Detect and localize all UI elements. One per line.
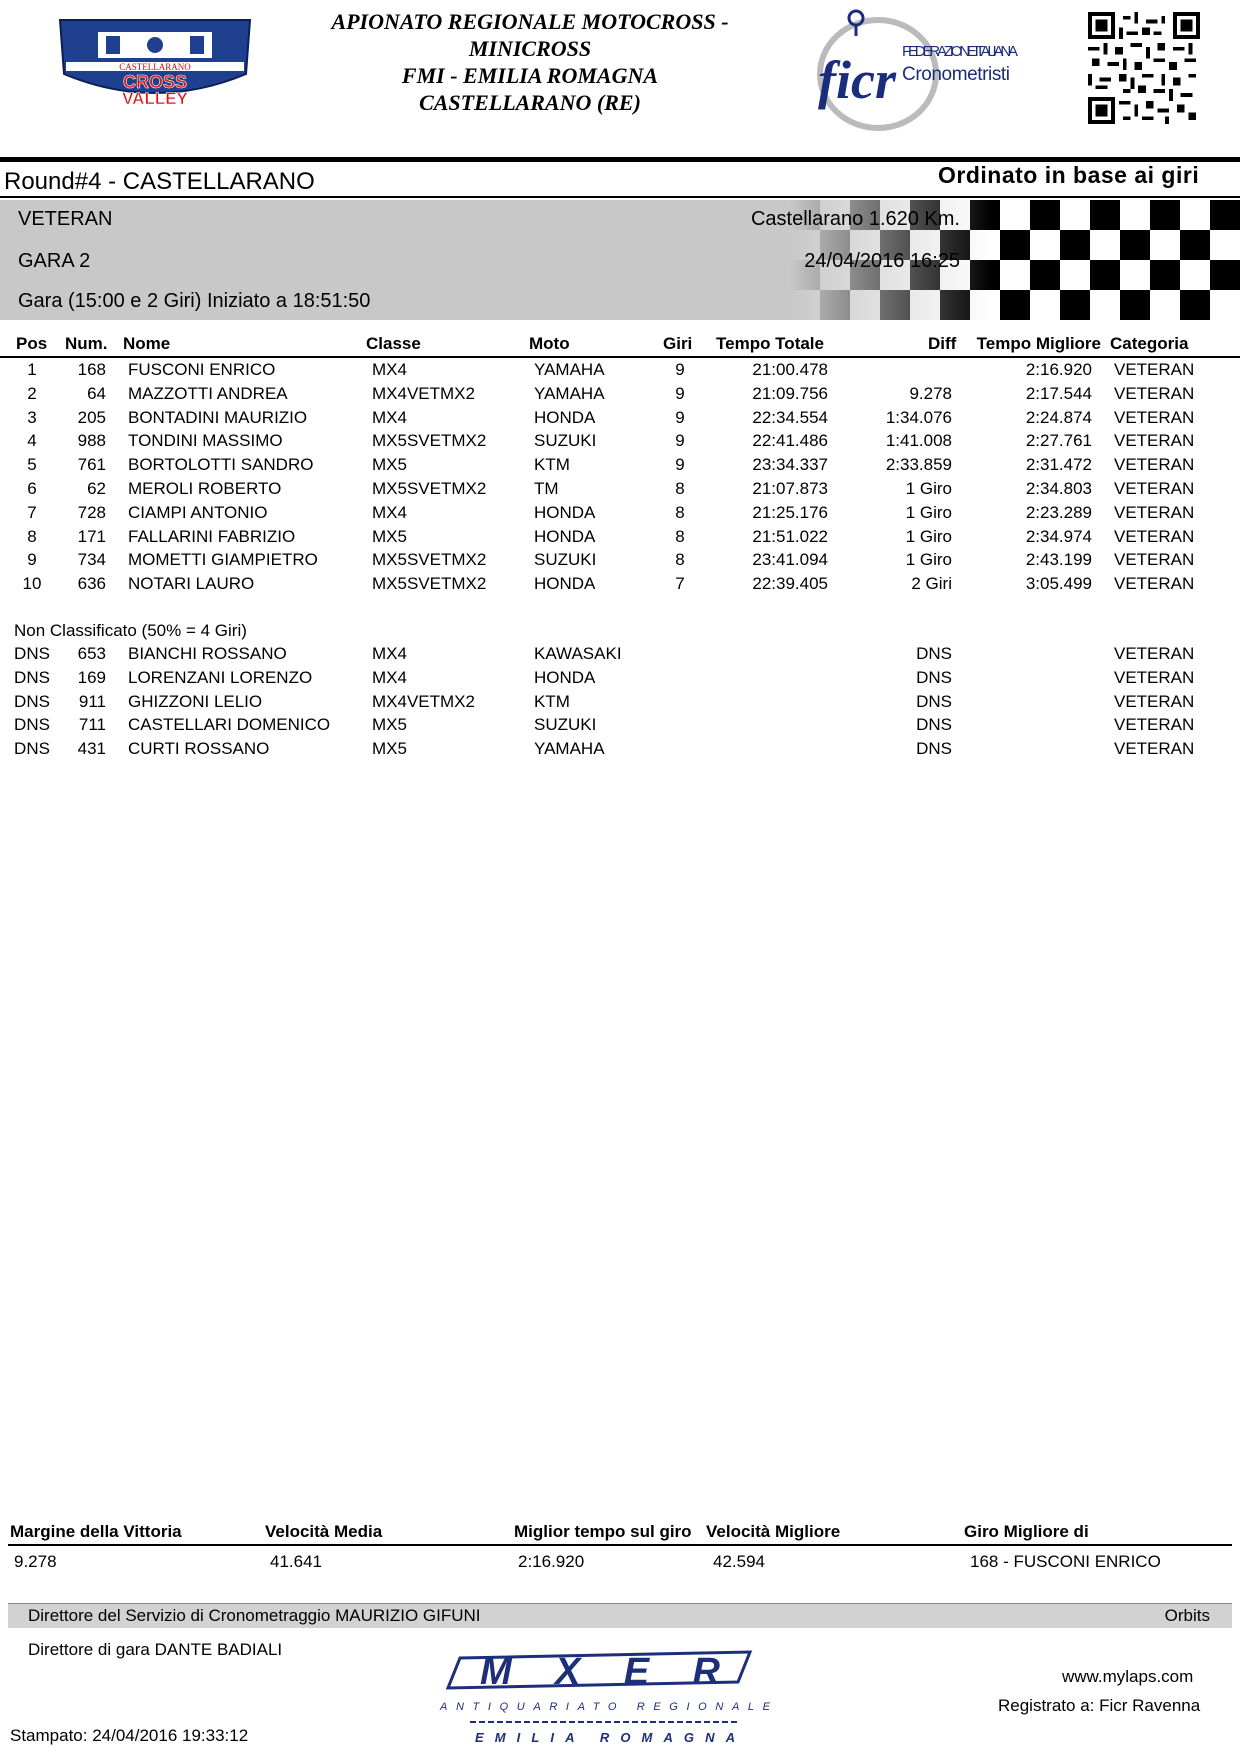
class-cell: MX4 <box>372 407 407 427</box>
laps-cell: 9 <box>675 455 685 475</box>
svg-text:CASTELLARANO: CASTELLARANO <box>119 62 191 72</box>
footer-rule <box>8 1603 1232 1604</box>
moto-cell: SUZUKI <box>534 715 597 735</box>
pos-cell: 9 <box>27 550 37 570</box>
non-classified-row <box>0 692 1240 716</box>
pos-cell: 4 <box>27 431 37 451</box>
total-time-cell: 21:00.478 <box>752 360 828 379</box>
moto-cell: SUZUKI <box>534 431 597 451</box>
name-cell: NOTARI LAURO <box>128 574 255 594</box>
pos-cell: DNS <box>14 691 50 711</box>
footer-band <box>8 1604 1232 1628</box>
diff-cell: 1:34.076 <box>885 407 952 427</box>
best-lap-by-value: 168 - FUSCONI ENRICO <box>970 1552 1161 1571</box>
moto-cell: HONDA <box>534 407 596 427</box>
non-classified-row <box>0 668 1240 692</box>
class-cell: MX4VETMX2 <box>372 383 475 403</box>
best-lap-cell: 2:34.974 <box>1025 526 1092 546</box>
diff-cell: 1 Giro <box>905 550 952 570</box>
col-header-migliore: Tempo Migliore <box>976 334 1101 353</box>
pos-cell: DNS <box>14 644 50 663</box>
moto-cell: KTM <box>534 691 570 711</box>
avg-speed-label: Velocità Media <box>265 1522 383 1541</box>
class-cell: MX5 <box>372 739 407 759</box>
diff-cell: 2:33.859 <box>885 455 952 475</box>
laps-cell: 8 <box>675 526 685 546</box>
num-cell: 734 <box>77 550 106 570</box>
moto-cell: YAMAHA <box>534 360 605 379</box>
diff-cell: 1 Giro <box>905 502 952 522</box>
table-row <box>0 408 1240 432</box>
mylaps-url: www.mylaps.com <box>1062 1667 1194 1686</box>
svg-text:ANTIQUARIATO REGIONALE: ANTIQUARIATO REGIONALE <box>440 1701 770 1713</box>
best-lap-label: Miglior tempo sul giro <box>514 1522 692 1541</box>
laps-cell: 8 <box>675 479 685 498</box>
svg-text:Cronometristi: Cronometristi <box>902 64 1010 85</box>
summary-rule <box>8 1544 1232 1546</box>
total-time-cell: 21:25.176 <box>752 502 828 522</box>
class-cell: MX4VETMX2 <box>372 691 475 711</box>
best-lap-cell: 2:16.920 <box>1025 360 1092 379</box>
category-cell: VETERAN <box>1114 383 1195 403</box>
total-time-cell: 21:09.756 <box>752 383 828 403</box>
category-cell: VETERAN <box>1114 526 1195 546</box>
name-cell: CURTI ROSSANO <box>128 739 270 759</box>
category-cell: VETERAN <box>1114 667 1195 687</box>
class-cell: MX5SVETMX2 <box>372 550 487 570</box>
diff-cell: 1 Giro <box>905 479 952 498</box>
best-speed-label: Velocità Migliore <box>706 1522 841 1541</box>
non-classified-row <box>0 715 1240 739</box>
category-cell: VETERAN <box>1114 431 1195 451</box>
total-time-cell: 21:51.022 <box>752 526 828 546</box>
laps-cell: 9 <box>675 407 685 427</box>
class-cell: MX4 <box>372 667 407 687</box>
mxer-logo <box>420 1638 790 1748</box>
name-cell: MEROLI ROBERTO <box>128 479 282 498</box>
col-header-migliore-clip <box>966 334 1101 356</box>
class-cell: MX5SVETMX2 <box>372 574 487 594</box>
class-cell: MX4 <box>372 502 407 522</box>
best-lap-by-label: Giro Migliore di <box>964 1522 1089 1541</box>
num-cell: 711 <box>78 715 106 735</box>
laps-cell: 7 <box>675 574 685 594</box>
category-cell: VETERAN <box>1114 360 1195 379</box>
table-row <box>0 455 1240 479</box>
laps-cell: 8 <box>675 550 685 570</box>
pos-cell: 2 <box>27 383 37 403</box>
table-row <box>0 574 1240 598</box>
col-header-pos: Pos <box>16 334 48 353</box>
pos-cell: DNS <box>14 715 50 735</box>
svg-text:ficr: ficr <box>818 50 896 110</box>
table-row <box>0 550 1240 574</box>
num-cell: 169 <box>77 667 106 687</box>
qr-code <box>1073 12 1215 124</box>
pos-cell: 3 <box>27 407 37 427</box>
laps-cell: 9 <box>675 431 685 451</box>
num-cell: 761 <box>77 455 106 475</box>
diff-cell: DNS <box>916 667 952 687</box>
total-time-cell: 22:41.486 <box>752 431 828 451</box>
pos-cell: 6 <box>27 479 37 498</box>
num-cell: 62 <box>87 479 106 498</box>
category-cell: VETERAN <box>1114 479 1195 498</box>
num-cell: 636 <box>77 574 106 594</box>
margin-label: Margine della Vittoria <box>10 1522 182 1541</box>
svg-text:EMILIA ROMAGNA: EMILIA ROMAGNA <box>475 1730 735 1745</box>
total-time-cell: 23:41.094 <box>752 550 828 570</box>
pos-cell: DNS <box>14 667 50 687</box>
title-line: MINICROSS <box>468 36 592 61</box>
best-lap-cell: 2:34.803 <box>1025 479 1092 498</box>
title-line: APIONATO REGIONALE MOTOCROSS - <box>331 9 729 34</box>
moto-cell: TM <box>534 479 559 498</box>
ficr-logo <box>808 6 1028 132</box>
category-cell: VETERAN <box>1114 407 1195 427</box>
diff-cell: DNS <box>916 715 952 735</box>
moto-cell: YAMAHA <box>534 383 605 403</box>
track-name: Castellarano 1.620 Km. <box>750 208 960 230</box>
pos-cell: DNS <box>14 739 50 759</box>
name-cell: BIANCHI ROSSANO <box>128 644 287 663</box>
name-cell: LORENZANI LORENZO <box>128 667 313 687</box>
orbits-label: Orbits <box>1164 1606 1210 1625</box>
num-cell: 168 <box>77 360 106 379</box>
diff-cell: 9.278 <box>909 383 952 403</box>
col-header-tempo: Tempo Totale <box>716 334 824 353</box>
col-header-nome: Nome <box>123 334 171 353</box>
category-cell: VETERAN <box>1114 691 1195 711</box>
moto-cell: KAWASAKI <box>534 644 622 663</box>
table-row <box>0 479 1240 503</box>
diff-cell: DNS <box>916 644 952 663</box>
col-header-categoria: Categoria <box>1110 334 1189 353</box>
category-cell: VETERAN <box>1114 455 1195 475</box>
table-header-rule <box>0 356 1240 358</box>
laps-cell: 8 <box>675 502 685 522</box>
category-cell: VETERAN <box>1114 739 1195 759</box>
total-time-cell: 21:07.873 <box>752 479 828 498</box>
laps-cell: 9 <box>675 383 685 403</box>
category-cell: VETERAN <box>1114 502 1195 522</box>
class-cell: MX5 <box>372 526 407 546</box>
best-lap-cell: 3:05.499 <box>1025 574 1092 594</box>
num-cell: 64 <box>87 383 106 403</box>
pos-cell: 10 <box>22 574 42 594</box>
name-cell: FUSCONI ENRICO <box>128 360 276 379</box>
round-title: Round#4 - CASTELLARANO <box>4 168 315 195</box>
class-cell: MX4 <box>372 644 407 663</box>
title-line: CASTELLARANO (RE) <box>419 90 641 115</box>
class-cell: MX5 <box>372 455 407 475</box>
avg-speed-value: 41.641 <box>270 1552 322 1571</box>
total-time-cell: 22:34.554 <box>752 407 828 427</box>
category-cell: VETERAN <box>1114 574 1195 594</box>
race-category: VETERAN <box>18 208 113 230</box>
diff-cell: 2 Giri <box>911 574 952 594</box>
svg-text:CROSS: CROSS <box>122 72 188 92</box>
class-cell: MX4 <box>372 360 407 379</box>
moto-cell: HONDA <box>534 574 596 594</box>
moto-cell: HONDA <box>534 526 596 546</box>
svg-text:FEDERAZIONE ITALIANA: FEDERAZIONE ITALIANA <box>902 43 1018 60</box>
name-cell: GHIZZONI LELIO <box>128 691 263 711</box>
col-header-num: Num. <box>65 334 108 353</box>
num-cell: 205 <box>77 407 106 427</box>
pos-cell: 7 <box>27 502 37 522</box>
num-cell: 431 <box>77 739 106 759</box>
non-classified-label: Non Classificato (50% = 4 Giri) <box>14 621 247 640</box>
category-cell: VETERAN <box>1114 644 1195 663</box>
best-lap-cell: 2:27.761 <box>1025 431 1092 451</box>
svg-text:MXER: MXER <box>480 1651 720 1693</box>
name-cell: MAZZOTTI ANDREA <box>128 383 288 403</box>
svg-text:VALLEY: VALLEY <box>122 89 188 106</box>
best-lap-cell: 2:23.289 <box>1025 502 1092 522</box>
race-info: Gara (15:00 e 2 Giri) Iniziato a 18:51:50 <box>18 290 371 312</box>
num-cell: 653 <box>77 644 106 663</box>
table-row <box>0 431 1240 455</box>
num-cell: 911 <box>78 691 106 711</box>
num-cell: 171 <box>77 526 106 546</box>
best-lap-cell: 2:17.544 <box>1025 383 1092 403</box>
pos-cell: 8 <box>27 526 37 546</box>
name-cell: BORTOLOTTI SANDRO <box>128 455 314 475</box>
col-header-diff: Diff <box>928 334 957 353</box>
category-cell: VETERAN <box>1114 715 1195 735</box>
moto-cell: HONDA <box>534 667 596 687</box>
table-row <box>0 503 1240 527</box>
diff-cell: 1 Giro <box>905 526 952 546</box>
best-lap-value: 2:16.920 <box>518 1552 585 1571</box>
table-row <box>0 360 1240 384</box>
timing-director: Direttore del Servizio di Cronometraggio MAURIZIO GIFUNI <box>28 1606 481 1625</box>
name-cell: TONDINI MASSIMO <box>128 431 283 451</box>
best-lap-cell: 2:31.472 <box>1025 455 1092 475</box>
title-rule <box>0 196 1240 198</box>
total-time-cell: 23:34.337 <box>752 455 828 475</box>
name-cell: FALLARINI FABRIZIO <box>128 526 296 546</box>
col-header-giri: Giri <box>663 334 693 353</box>
moto-cell: SUZUKI <box>534 550 597 570</box>
best-speed-value: 42.594 <box>713 1552 765 1571</box>
total-time-cell: 22:39.405 <box>752 574 828 594</box>
name-cell: BONTADINI MAURIZIO <box>128 407 308 427</box>
championship-title <box>290 8 770 116</box>
race-datetime: 24/04/2016 16:25 <box>804 250 960 272</box>
best-lap-cell: 2:24.874 <box>1025 407 1092 427</box>
moto-cell: KTM <box>534 455 570 475</box>
table-row <box>0 384 1240 408</box>
best-lap-cell: 2:43.199 <box>1025 550 1092 570</box>
race-director: Direttore di gara DANTE BADIALI <box>28 1640 283 1659</box>
margin-value: 9.278 <box>14 1552 57 1571</box>
non-classified-row <box>0 739 1240 763</box>
category-cell: VETERAN <box>1114 550 1195 570</box>
laps-cell: 9 <box>675 360 685 379</box>
pos-cell: 5 <box>27 455 37 475</box>
moto-cell: HONDA <box>534 502 596 522</box>
name-cell: CASTELLARI DOMENICO <box>128 715 331 735</box>
race-heat: GARA 2 <box>18 250 91 272</box>
class-cell: MX5SVETMX2 <box>372 479 487 498</box>
title-line: FMI - EMILIA ROMAGNA <box>401 63 659 88</box>
cross-valley-logo <box>50 14 260 106</box>
pos-cell: 1 <box>27 360 37 379</box>
num-cell: 988 <box>77 431 106 451</box>
printed-timestamp: Stampato: 24/04/2016 19:33:12 <box>10 1726 249 1745</box>
moto-cell: YAMAHA <box>534 739 605 759</box>
diff-cell: DNS <box>916 739 952 759</box>
class-cell: MX5 <box>372 715 407 735</box>
table-row <box>0 527 1240 551</box>
col-header-classe: Classe <box>366 334 421 353</box>
num-cell: 728 <box>77 502 106 522</box>
class-cell: MX5SVETMX2 <box>372 431 487 451</box>
diff-cell: 1:41.008 <box>885 431 952 451</box>
non-classified-row <box>0 644 1240 668</box>
col-header-moto: Moto <box>529 334 570 353</box>
name-cell: CIAMPI ANTONIO <box>128 502 268 522</box>
sort-order-label: Ordinato in base ai giri <box>938 162 1200 188</box>
registered-to: Registrato a: Ficr Ravenna <box>998 1696 1201 1715</box>
diff-cell: DNS <box>916 691 952 711</box>
name-cell: MOMETTI GIAMPIETRO <box>128 550 318 570</box>
